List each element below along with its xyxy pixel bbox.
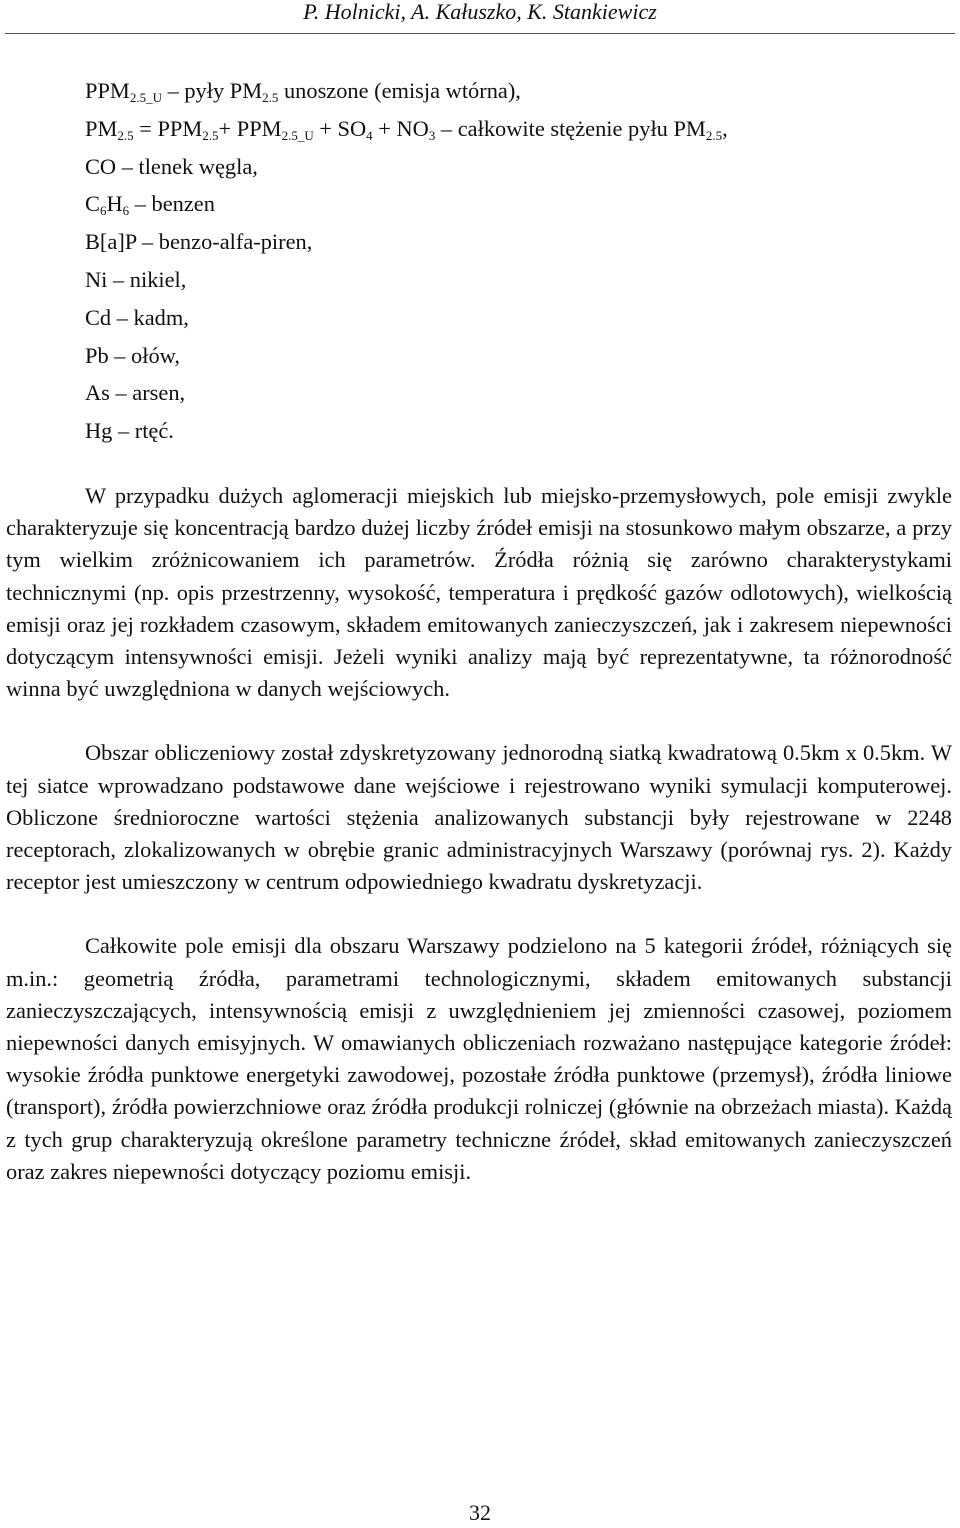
paragraph: Całkowite pole emisji dla obszaru Warszawy podzielono na 5 kategorii źródeł, różniących się m.in.: geometrią źródła, parametrami technologicznymi, składem emitowanych substancji zanieczyszczających, intensywnością emisji z uwzględnieniem jej zmienności czasowej, poziomem niepewności danych emisyjnych. W omawianych obliczeniach rozważano następujące kategorie źródeł: wysokie źródła punktowe energetyki zawodowej, pozostałe źródła punktowe (przemysł), źródła liniowe (transport), źródła powierzchniowe oraz źródła produkcji rolniczej (głównie na obrzeżach miasta). Każdą z tych grup charakteryzują określone parametry techniczne źródeł, skład emitowanych zanieczyszczeń oraz zakres niepewności dotyczący poziomu emisji. <box>6 933 952 1184</box>
definition-item: $PPM_{2.5\_U}$ – pyły $PM_{2.5}$ unoszone (emisja wtórna), <box>85 78 521 105</box>
definition-item: B[a]P – benzo-alfa-piren, <box>85 229 313 255</box>
definition-list <box>6 72 952 450</box>
header-rule <box>5 33 955 34</box>
definition-item: Ni – nikiel, <box>85 266 187 292</box>
page-number: 32 <box>469 1500 491 1525</box>
definition-item: Hg – rtęć. <box>85 418 174 444</box>
definition-item: Pb – ołów, <box>85 342 180 368</box>
paragraph: Obszar obliczeniowy został zdyskretyzowany jednorodną siatką kwadratową 0.5km x 0.5km. W tej siatce wprowadzano podstawowe dane wejściowe i rejestrowano wyniki symulacji komputerowej. Obliczone średnioroczne wartości stężenia analizowanych substancji były rejestrowane w 2248 receptorach, zlokalizowanych w obrębie granic administracyjnych Warszawy (porównaj rys. 2). Każdy receptor jest umieszczony w centrum odpowiedniego kwadratu dyskretyzacji. <box>6 740 952 895</box>
paragraph: W przypadku dużych aglomeracji miejskich lub miejsko-przemysłowych, pole emisji zwykle charakteryzuje się koncentracją bardzo dużej liczby źródeł emisji na stosunkowo małym obszarze, a przy tym wielkim zróżnicowaniem ich parametrów. Źródła różnią się zarówno charakterystykami technicznymi (np. opis przestrzenny, wysokość, temperatura i prędkość gazów odlotowych), wielkością emisji oraz jej rozkładem czasowym, składem emitowanych zanieczyszczeń, jak i zakresem niepewności dotyczącym intensywności emisji. Jeżeli wyniki analizy mają być reprezentatywne, ta różnorodność winna być uwzględniona w danych wejściowych. <box>6 482 952 702</box>
definition-item: As – arsen, <box>85 380 186 406</box>
running-header: P. Holnicki, A. Kałuszko, K. Stankiewicz <box>303 0 657 24</box>
definition-item: $C_6H_6$ – benzen <box>85 191 215 219</box>
definition-item: Cd – kadm, <box>85 304 189 330</box>
definition-item: $PM_{2.5} = PPM_{2.5}+ PPM_{2.5\_U} + SO_4 + NO_3$ – całkowite stężenie pyłu $PM_{2.5}$, <box>85 115 728 143</box>
definition-item: CO – tlenek węgla, <box>85 153 258 179</box>
body-text <box>6 72 952 1188</box>
